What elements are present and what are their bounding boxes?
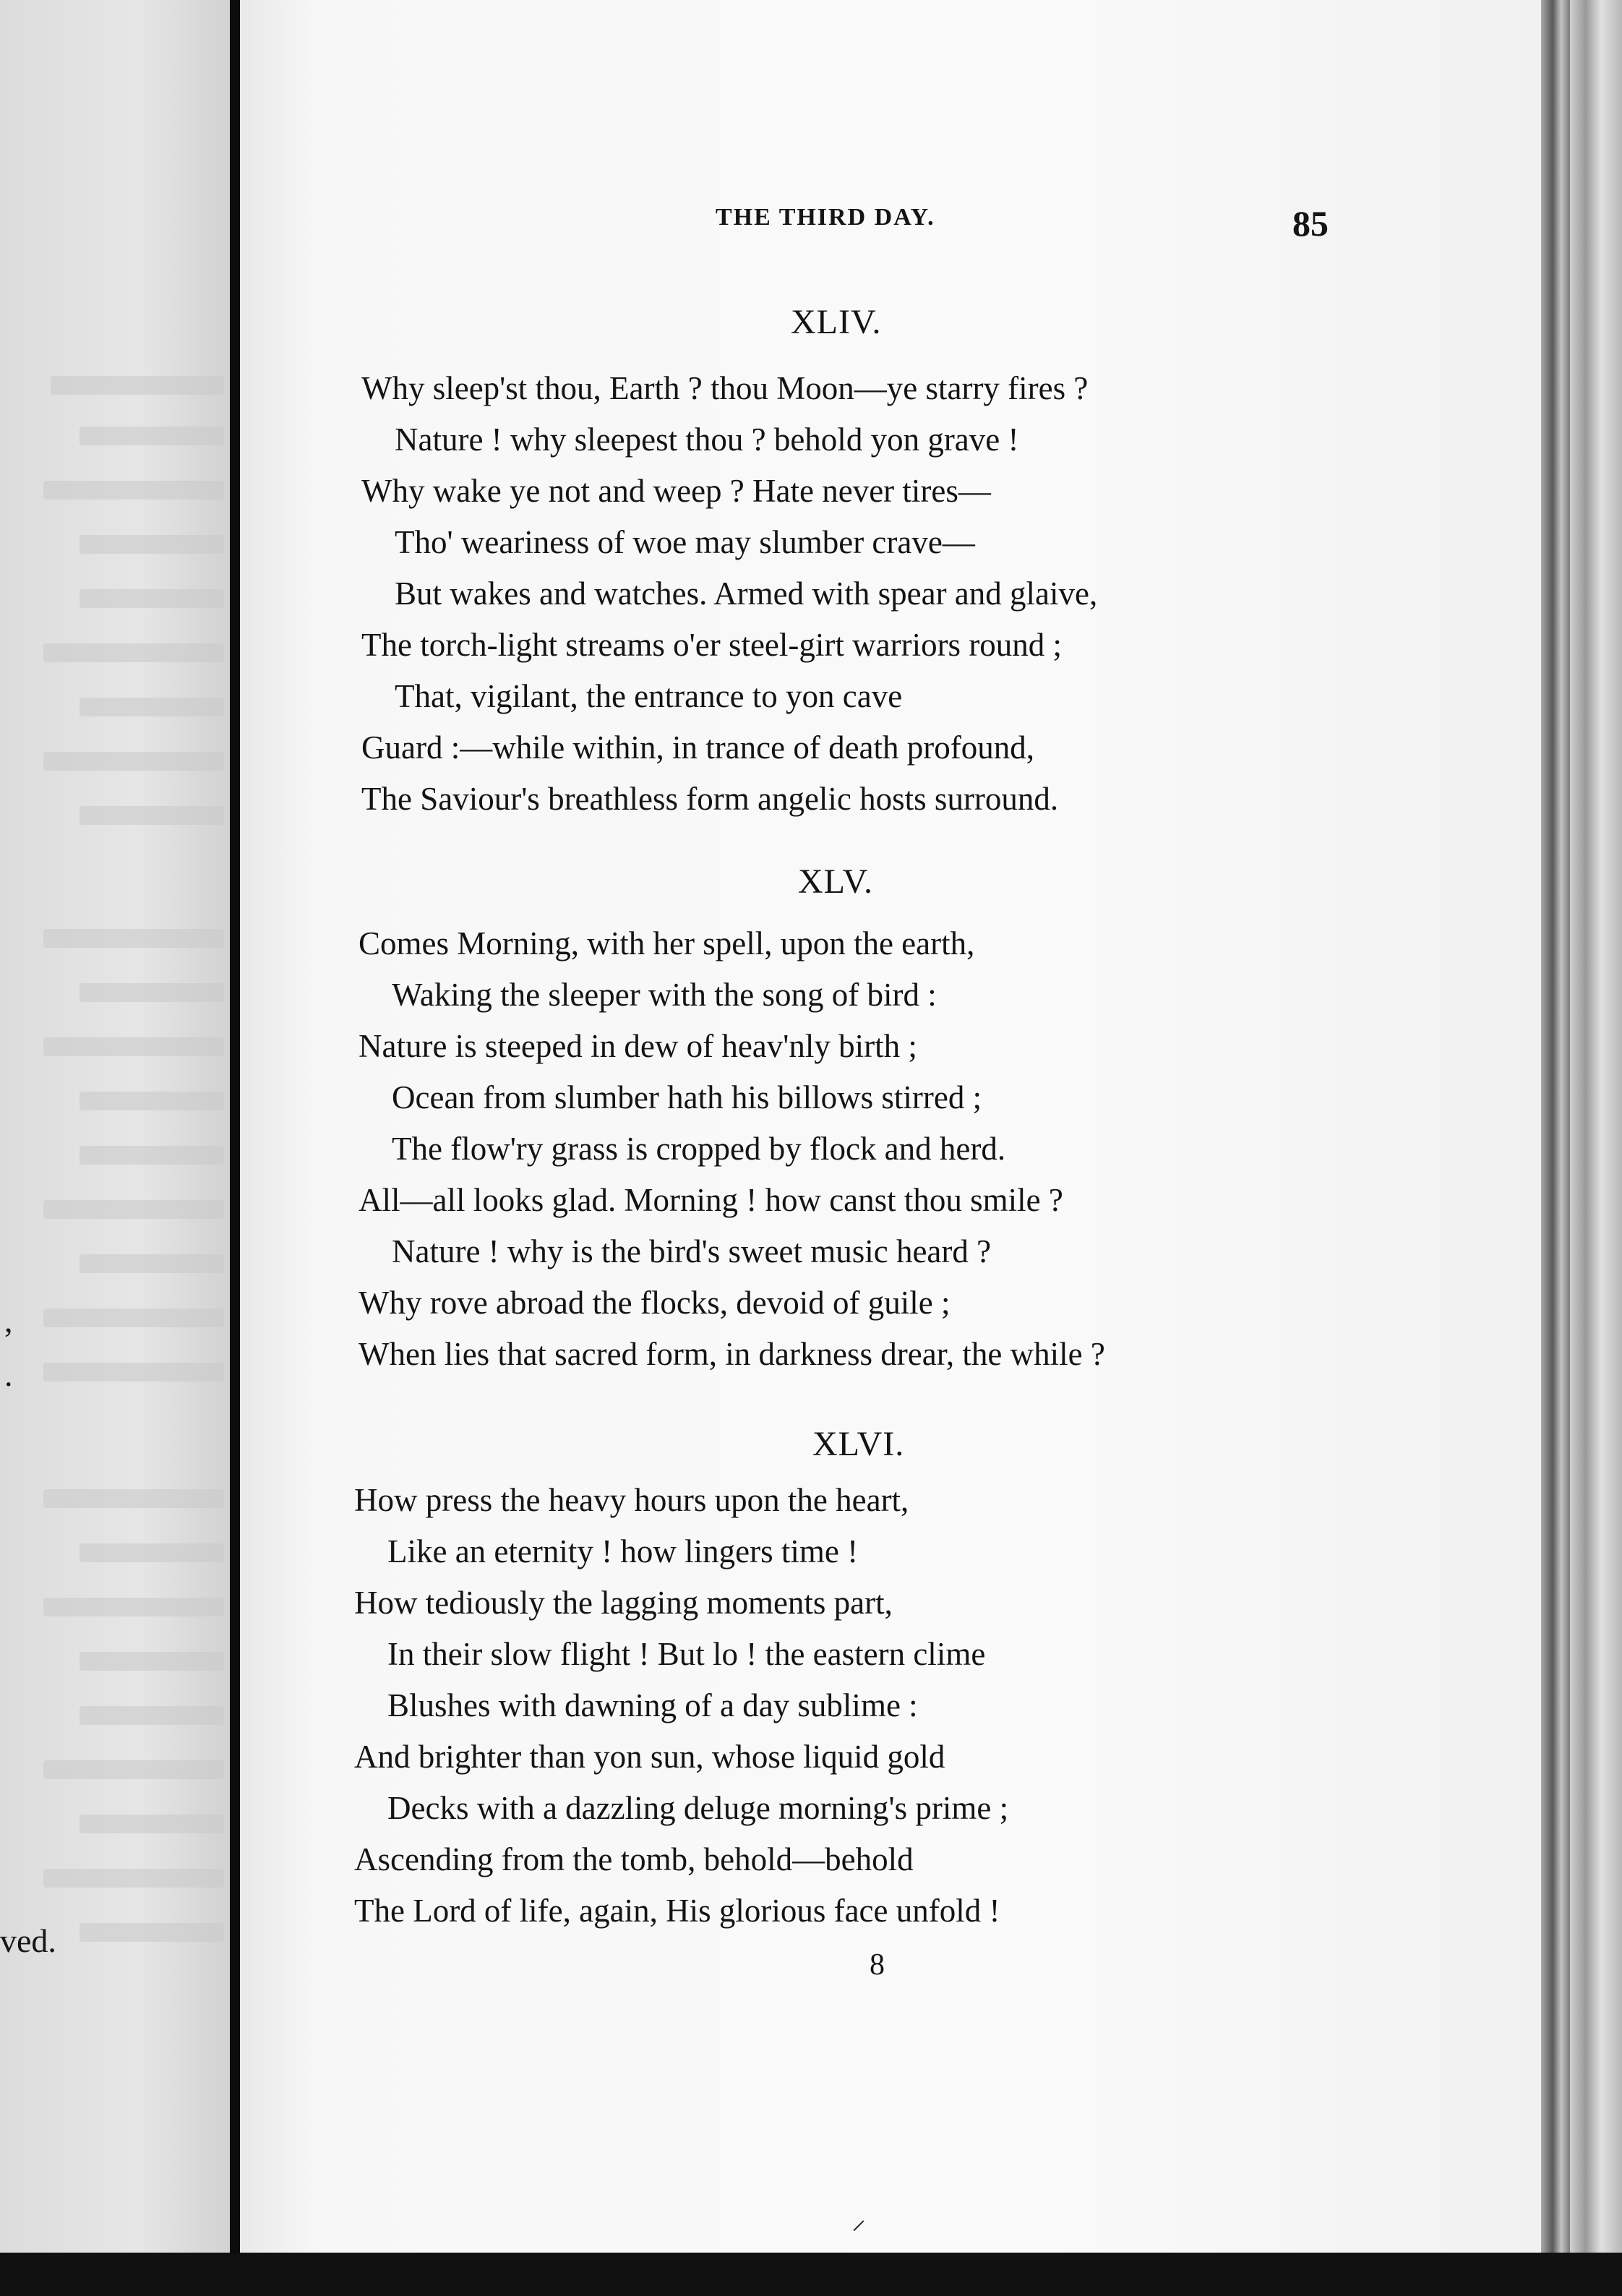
stanza-numeral: XLVI. xyxy=(812,1425,905,1463)
verse-line: Guard :—while within, in trance of death profound, xyxy=(361,729,1035,766)
bleed-through-line xyxy=(80,1092,224,1110)
bleed-through-line xyxy=(43,643,224,662)
verse-line: Why rove abroad the flocks, devoid of guile ; xyxy=(359,1285,951,1321)
bleed-through-line xyxy=(80,698,224,716)
bleed-through-line xyxy=(80,427,224,445)
bleed-through-line xyxy=(80,1146,224,1165)
bleed-through-line xyxy=(43,1760,224,1779)
verse-line: Why sleep'st thou, Earth ? thou Moon—ye starry fires ? xyxy=(361,370,1089,406)
verse-line: Nature ! why is the bird's sweet music heard ? xyxy=(392,1233,992,1269)
scan-bottom-edge xyxy=(0,2253,1622,2296)
verse-line: Tho' weariness of woe may slumber crave— xyxy=(395,524,975,560)
bleed-through-line xyxy=(80,589,224,608)
verse-line: Nature is steeped in dew of heav'nly birth ; xyxy=(359,1028,917,1064)
verse-line: How tediously the lagging moments part, xyxy=(354,1585,893,1621)
bleed-through-line xyxy=(43,1489,224,1508)
verse-line: The Lord of life, again, His glorious face unfold ! xyxy=(354,1893,1000,1929)
verse-line: All—all looks glad. Morning ! how canst thou smile ? xyxy=(359,1182,1063,1218)
stanza-numeral: XLIV. xyxy=(791,303,882,341)
bleed-through-line xyxy=(43,1200,224,1219)
ink-smudge: ⸝ xyxy=(851,2203,866,2235)
verse-line: Comes Morning, with her spell, upon the earth, xyxy=(359,925,975,961)
bleed-through-line xyxy=(80,1923,224,1942)
stanza-body xyxy=(361,363,1097,825)
stanza-numeral: XLV. xyxy=(798,862,874,901)
verse-line: The flow'ry grass is cropped by flock and herd. xyxy=(392,1131,1006,1167)
left-page-period: . xyxy=(4,1356,13,1393)
bleed-through-line xyxy=(43,752,224,771)
stanza-body xyxy=(354,1475,1008,1937)
bleed-through-line xyxy=(43,481,224,500)
verse-line: Why wake ye not and weep ? Hate never tires— xyxy=(361,473,991,509)
verse-line: Blushes with dawning of a day sublime : xyxy=(387,1687,918,1723)
bleed-through-line xyxy=(80,535,224,554)
bleed-through-line xyxy=(43,1308,224,1327)
left-page-comma: , xyxy=(4,1302,13,1339)
bleed-through-line xyxy=(43,1869,224,1888)
verse-line: Ocean from slumber hath his billows stirred ; xyxy=(392,1079,982,1115)
verse-line: That, vigilant, the entrance to yon cave xyxy=(395,678,903,714)
verse-line: In their slow flight ! But lo ! the eastern clime xyxy=(387,1636,986,1672)
left-page-fragment: ved. xyxy=(0,1922,56,1959)
bleed-through-line xyxy=(43,929,224,948)
page-number: 85 xyxy=(1292,203,1329,244)
bleed-through-line xyxy=(80,1815,224,1833)
stanza-body xyxy=(359,918,1105,1380)
verse-line: Decks with a dazzling deluge morning's prime ; xyxy=(387,1790,1009,1826)
verse-line: The Saviour's breathless form angelic hosts surround. xyxy=(361,781,1059,817)
bleed-through-line xyxy=(80,1706,224,1725)
page-edge xyxy=(1541,0,1570,2296)
verse-line: Like an eternity ! how lingers time ! xyxy=(387,1533,859,1569)
bleed-through-line xyxy=(43,1363,224,1382)
verse-line: How press the heavy hours upon the heart, xyxy=(354,1482,909,1518)
left-facing-page xyxy=(0,0,230,2296)
bleed-through-line xyxy=(43,1037,224,1056)
running-title: THE THIRD DAY. xyxy=(716,204,935,231)
bleed-through-line xyxy=(80,806,224,825)
verse-line: Waking the sleeper with the song of bird : xyxy=(392,977,937,1013)
verse-line: When lies that sacred form, in darkness drear, the while ? xyxy=(359,1336,1105,1372)
book-gutter xyxy=(230,0,240,2296)
verse-line: Nature ! why sleepest thou ? behold yon grave ! xyxy=(395,421,1019,458)
verse-line: The torch-light streams o'er steel-girt warriors round ; xyxy=(361,627,1063,663)
bleed-through-line xyxy=(80,1543,224,1562)
signature-mark: 8 xyxy=(870,1948,885,1982)
page-edge-outer xyxy=(1570,0,1622,2296)
bleed-through-line xyxy=(80,1254,224,1273)
verse-line: But wakes and watches. Armed with spear and glaive, xyxy=(395,575,1098,612)
bleed-through-line xyxy=(51,376,224,395)
bleed-through-line xyxy=(80,1652,224,1671)
verse-line: Ascending from the tomb, behold—behold xyxy=(354,1841,914,1877)
bleed-through-line xyxy=(80,983,224,1002)
bleed-through-line xyxy=(43,1598,224,1616)
verse-line: And brighter than yon sun, whose liquid gold xyxy=(354,1739,945,1775)
